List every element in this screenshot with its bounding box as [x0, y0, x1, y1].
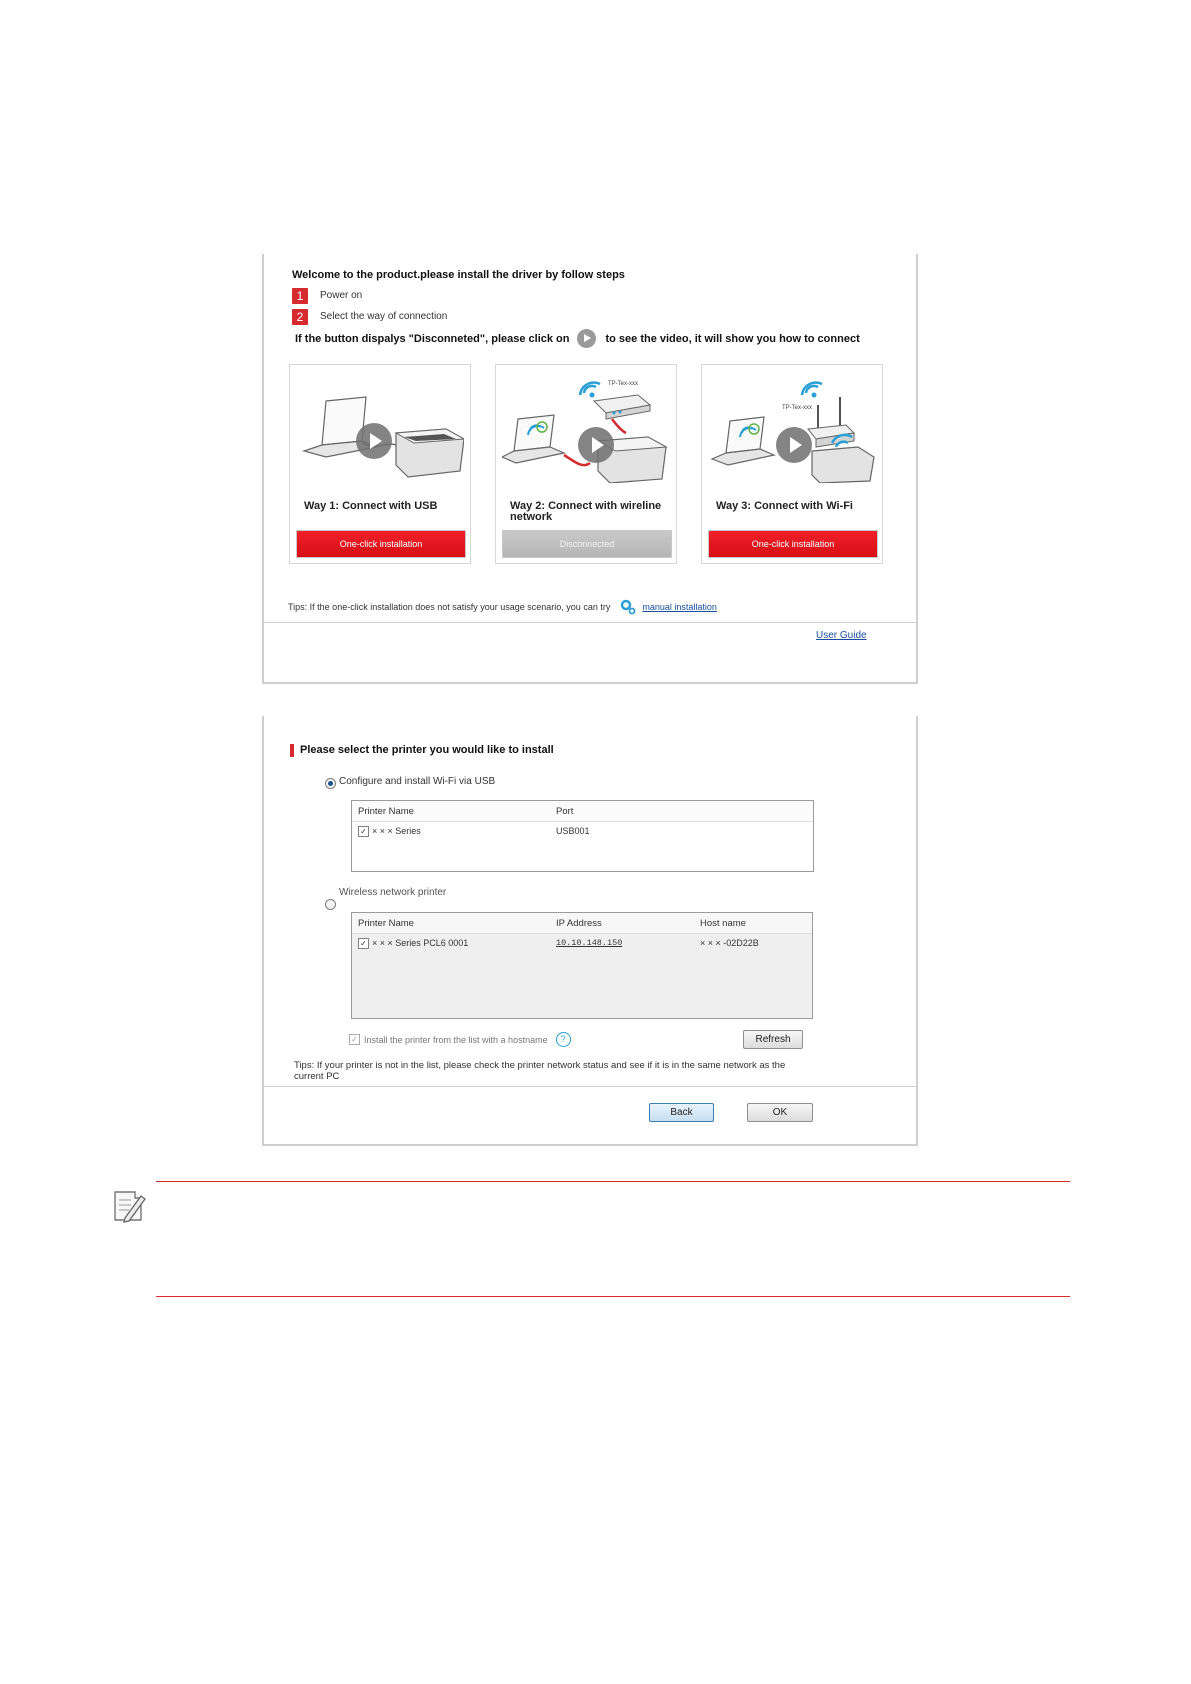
- hostname-install-row: [349, 1032, 571, 1047]
- way-1-play-icon[interactable]: [356, 423, 392, 459]
- step-1-text: Power on: [320, 290, 363, 301]
- host-name-cell: × × × -02D22B: [700, 938, 759, 948]
- ip-address-link[interactable]: 10.10.148.150: [556, 938, 623, 948]
- row-checkbox[interactable]: ✓: [358, 938, 369, 949]
- step-2-badge: 2: [292, 309, 308, 325]
- way-3-title: Way 3: Connect with Wi-Fi: [716, 500, 853, 512]
- col-printer-name: Printer Name: [358, 806, 414, 817]
- col-ip-address: IP Address: [556, 918, 602, 929]
- ok-button[interactable]: OK: [747, 1103, 813, 1122]
- col-host-name: Host name: [700, 918, 746, 929]
- video-hint-after: to see the video, it will show you how to connect: [605, 332, 860, 345]
- way-card-wireline: [495, 364, 677, 564]
- usb-table-header: [352, 801, 813, 822]
- col-port: Port: [556, 806, 574, 817]
- way-1-install-button[interactable]: One-click installation: [296, 530, 466, 558]
- printer-tips: Tips: If your printer is not in the list, please check the printer network status and see if it is in the same network as the current PC: [294, 1060, 786, 1082]
- back-button[interactable]: Back: [649, 1103, 714, 1122]
- footer-divider: [264, 622, 916, 623]
- printer-name-cell: × × × Series: [372, 826, 421, 836]
- way-card-wifi: [701, 364, 883, 564]
- printer-select-heading: Please select the printer you would like to install: [290, 744, 554, 757]
- printer-select-panel: [262, 716, 918, 1146]
- way-1-title: Way 1: Connect with USB: [304, 500, 438, 512]
- note-bottom-rule: [156, 1296, 1070, 1297]
- wireless-table-header: [352, 913, 812, 934]
- hostname-checkbox[interactable]: ✓: [349, 1034, 360, 1045]
- way-2-title: Way 2: Connect with wireline network: [510, 500, 662, 523]
- row-checkbox[interactable]: ✓: [358, 826, 369, 837]
- video-hint-before: If the button dispalys "Disconneted", please click on: [295, 332, 570, 345]
- help-icon[interactable]: ?: [556, 1032, 571, 1047]
- way-3-install-button[interactable]: One-click installation: [708, 530, 878, 558]
- tips-row: [288, 599, 717, 615]
- wireless-option-label[interactable]: Wireless network printer: [339, 887, 447, 898]
- video-hint: [295, 329, 860, 348]
- way-card-usb: [289, 364, 471, 564]
- wireless-option-radio[interactable]: [325, 899, 336, 910]
- note-top-rule: [156, 1181, 1070, 1182]
- usb-printer-table: [351, 800, 814, 872]
- user-guide-link[interactable]: User Guide: [816, 630, 867, 641]
- installer-welcome-panel: [262, 254, 918, 684]
- router-label: TP-Tex-xxx: [782, 405, 812, 411]
- manual-installation-link[interactable]: manual installation: [642, 602, 717, 612]
- printer-name-cell: × × × Series PCL6 0001: [372, 938, 469, 948]
- way-2-play-icon[interactable]: [578, 427, 614, 463]
- hostname-install-label: Install the printer from the list with a hostname: [364, 1034, 548, 1045]
- note-icon: [111, 1188, 147, 1224]
- step-1-badge: 1: [292, 288, 308, 304]
- tips-text: Tips: If the one-click installation does not satisfy your usage scenario, you can try: [288, 602, 611, 612]
- usb-option-label[interactable]: Configure and install Wi-Fi via USB: [339, 776, 496, 787]
- wireline-connection-illustration: [502, 371, 670, 483]
- way-2-disconnected-button[interactable]: Disconnected: [502, 530, 672, 558]
- router-label: TP-Tex-xxx: [608, 381, 638, 387]
- way-3-play-icon[interactable]: [776, 427, 812, 463]
- refresh-button[interactable]: Refresh: [743, 1030, 803, 1049]
- welcome-heading: Welcome to the product.please install the driver by follow steps: [292, 269, 625, 281]
- wireless-printer-table: [351, 912, 813, 1019]
- play-icon: [577, 329, 596, 348]
- usb-option-radio[interactable]: [325, 778, 336, 789]
- footer-divider: [264, 1086, 916, 1087]
- col-printer-name: Printer Name: [358, 918, 414, 929]
- port-cell: USB001: [556, 826, 590, 836]
- gear-icon: [620, 599, 636, 615]
- step-2-text: Select the way of connection: [320, 311, 448, 322]
